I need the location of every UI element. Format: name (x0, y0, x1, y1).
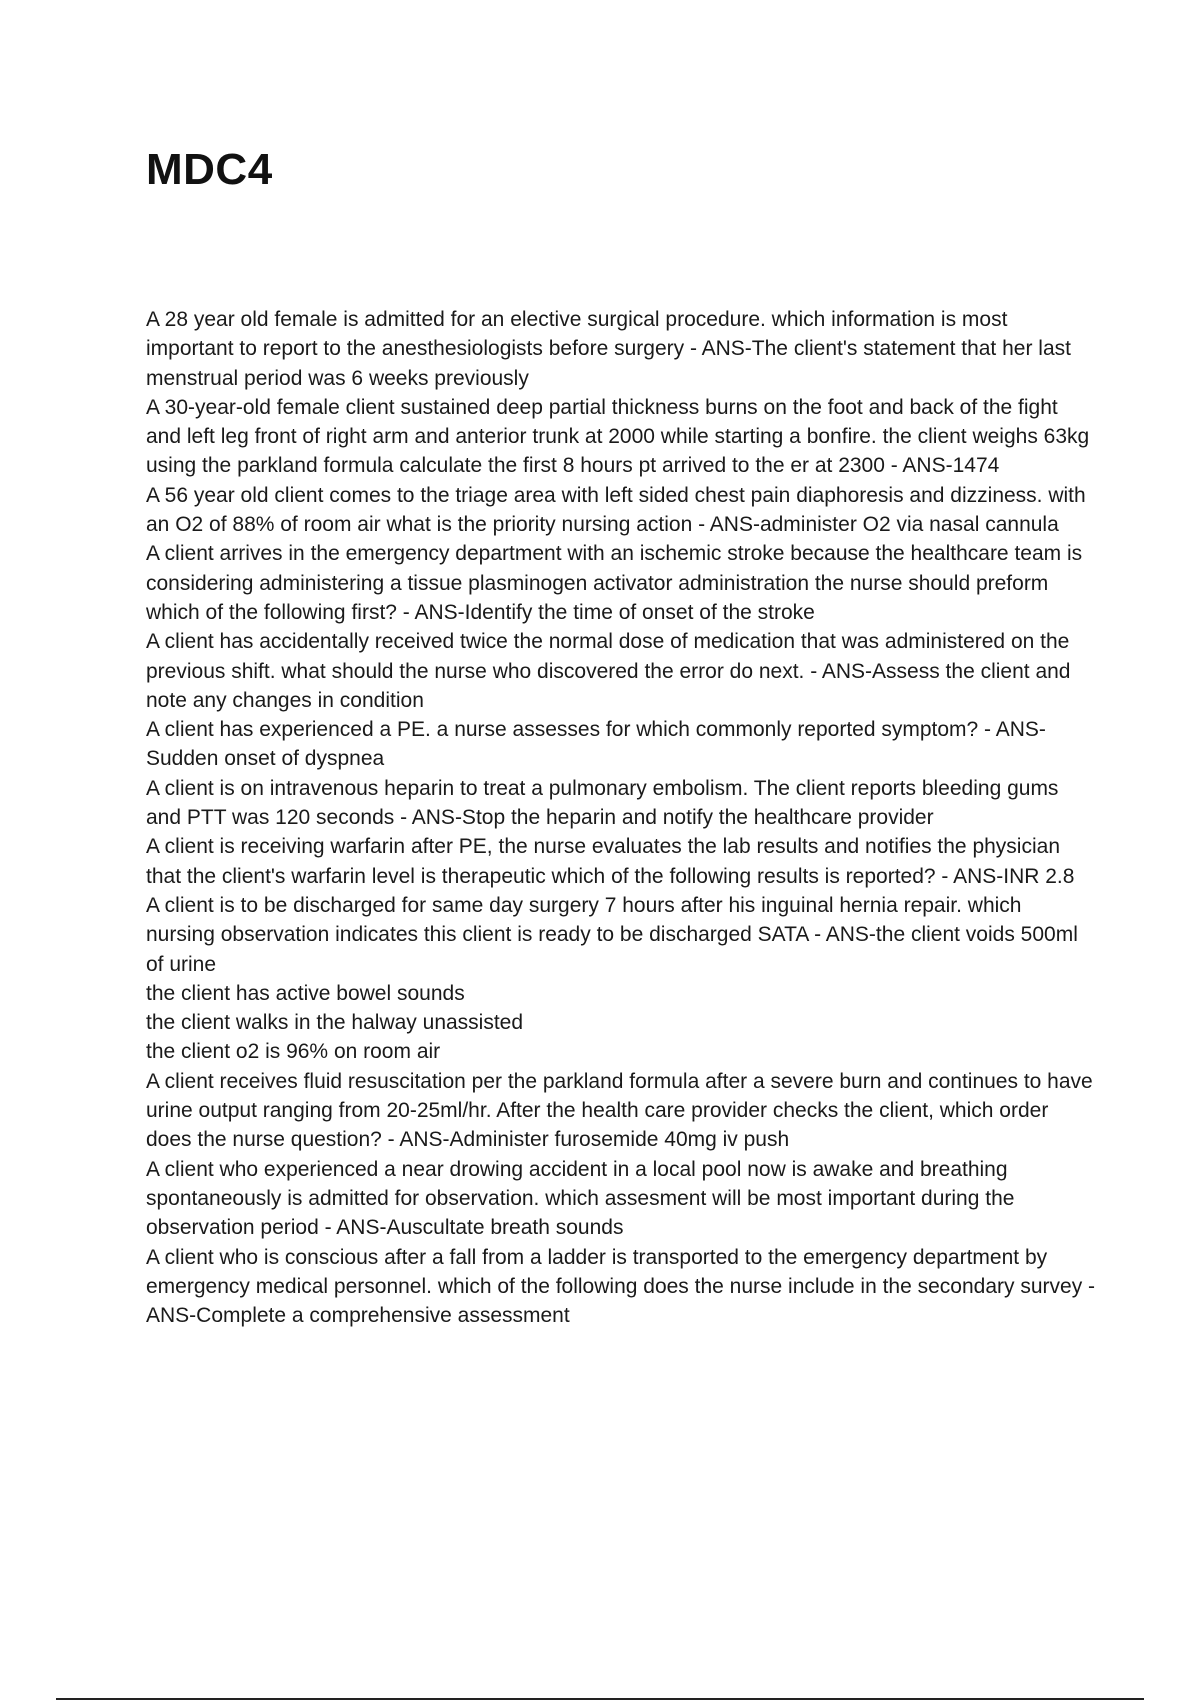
qa-entry: A client has experienced a PE. a nurse assesses for which commonly reported symptom? - ANS-Sudden onset of dyspnea (146, 718, 1046, 771)
page-title: MDC4 (146, 145, 273, 194)
qa-answer-line: the client walks in the halway unassisted (146, 1011, 524, 1035)
qa-entry: A client is on intravenous heparin to treat a pulmonary embolism. The client reports bleeding gums and PTT was 120 seconds - ANS-Stop the heparin and notify the healthcare provider (146, 776, 1059, 830)
qa-answer-line: the client has active bowel sounds (146, 981, 465, 1005)
qa-entry: A client arrives in the emergency department with an ischemic stroke because the healthcare team is considering administering a tissue plasminogen activator administration the nurse should preform which of the following first? - ANS-Identify the time of onset of the stroke (146, 542, 1083, 624)
qa-entry: A client is receiving warfarin after PE, the nurse evaluates the lab results and notifies the physician that the client's warfarin level is therapeutic which of the following results is reported? - ANS-INR 2.8 (146, 835, 1075, 888)
qa-entry: A client has accidentally received twice the normal dose of medication that was administered on the previous shift. what should the nurse who discovered the error do next. - ANS-Assess the client and note any changes in condition (146, 630, 1071, 712)
qa-entry: A client is to be discharged for same day surgery 7 hours after his inguinal hernia repair. which nursing observation indicates this client is ready to be discharged SATA - ANS-the client voids 500ml of urine (146, 893, 1078, 976)
qa-entry: A 28 year old female is admitted for an elective surgical procedure. which information is most important to report to the anesthesiologists before surgery - ANS-The client's statement that her last menstrual period was 6 weeks previously (146, 308, 1071, 390)
qa-entry: A 30-year-old female client sustained deep partial thickness burns on the foot and back of the fight and left leg front of right arm and anterior trunk at 2000 while starting a bonfire. the client weighs 63kg using the parkland formula calculate the first 8 hours pt arrived to the er at 2300 - ANS-1474 (146, 395, 1090, 478)
qa-answer-line: the client o2 is 96% on room air (146, 1040, 441, 1064)
qa-entry: A 56 year old client comes to the triage area with left sided chest pain diaphoresis and dizziness. with an O2 of 88% of room air what is the priority nursing action - ANS-administer O2 via nasal cannula (146, 483, 1086, 537)
qa-entry: A client receives fluid resuscitation per the parkland formula after a severe burn and continues to have urine output ranging from 20-25ml/hr. After the health care provider checks the client, which order does the nurse question? - ANS-Administer furosemide 40mg iv push (146, 1069, 1093, 1152)
qa-entry: A client who experienced a near drowing accident in a local pool now is awake and breathing spontaneously is admitted for observation. which assesment will be most important during the observation period - ANS-Auscultate breath sounds (146, 1157, 1015, 1240)
qa-list (146, 305, 1096, 1330)
qa-entry: A client who is conscious after a fall from a ladder is transported to the emergency department by emergency medical personnel. which of the following does the nurse include in the secondary survey - ANS-Complete a comprehensive assessment (146, 1245, 1096, 1328)
